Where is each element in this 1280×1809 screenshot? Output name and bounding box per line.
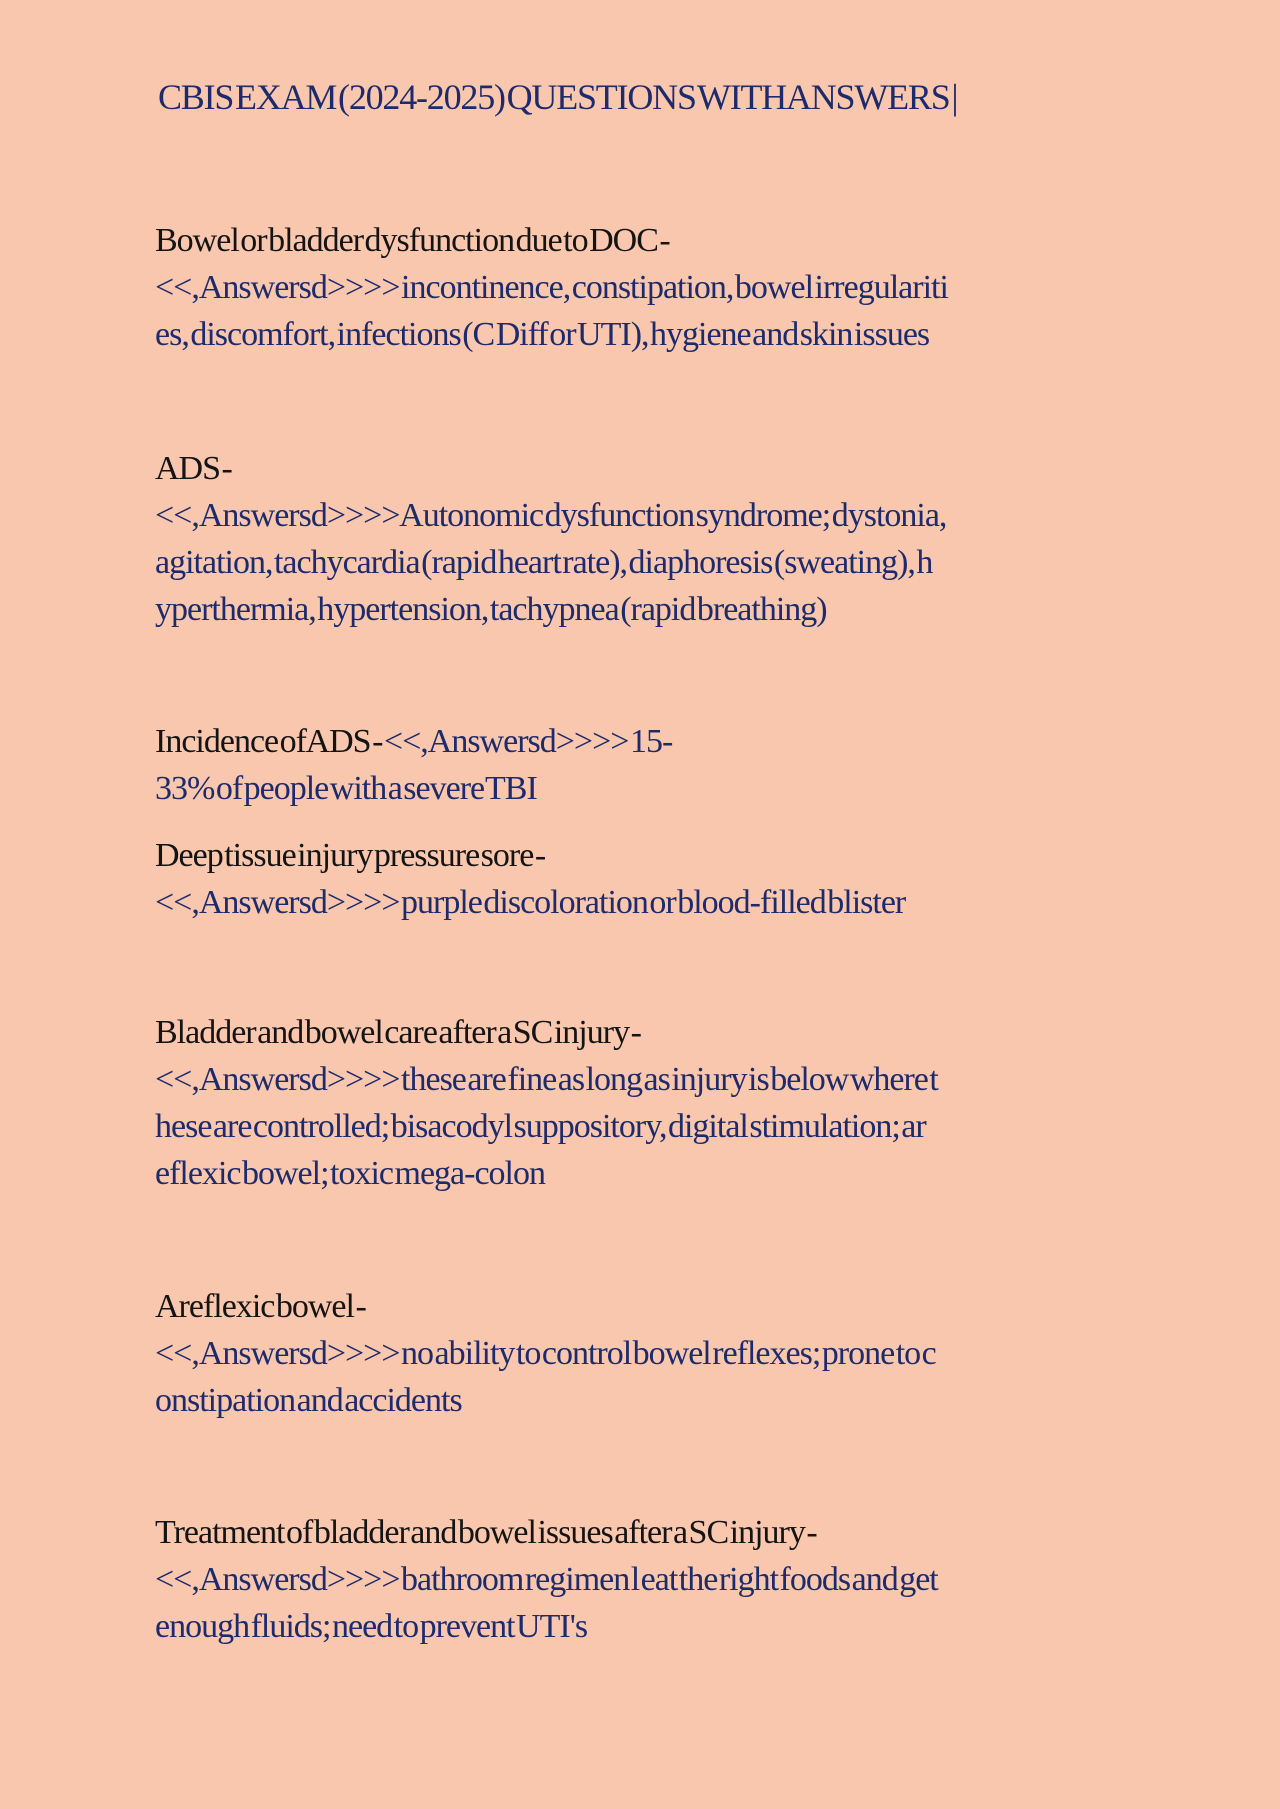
answer-line: <<,Answersd>>>> incontinence, constipation, bowel irregulariti: [155, 269, 948, 306]
answer-line: enough fluids; need to prevent UTI's: [155, 1608, 588, 1645]
qa-item: [155, 445, 1135, 633]
answer-text: [155, 765, 1135, 812]
answer-line: <<,Answersd>>>> Autonomic dysfunction syndrome; dystonia,: [155, 497, 947, 534]
question-text: Treatment of bladder and bowel issues after a SC injury -: [155, 1514, 817, 1551]
answer-text: [155, 1056, 1135, 1197]
answer-text: [155, 492, 1135, 633]
answer-text: <<,Answersd>>>> 15-: [383, 723, 673, 760]
qa-item: [155, 832, 1135, 926]
question-text: Bladder and bowel care after a SC injury -: [155, 1014, 641, 1051]
answer-text: [155, 1330, 1135, 1424]
answer-line: es, discomfort, infections (C Diff or UTI), hygiene and skin issues: [155, 316, 930, 353]
answer-line: <<,Answersd>>>> these are fine as long as injury is below where t: [155, 1061, 938, 1098]
answer-line: onstipation and accidents: [155, 1382, 462, 1419]
qa-item: [155, 1283, 1135, 1424]
qa-item: [155, 217, 1135, 358]
qa-item: [155, 1509, 1135, 1650]
question-text: Bowel or bladder dysfunction due to DOC -: [155, 222, 670, 259]
answer-line: <<,Answersd>>>> no ability to control bowel reflexes; prone to c: [155, 1335, 936, 1372]
answer-line: eflexic bowel; toxic mega-colon: [155, 1155, 545, 1192]
answer-text: [155, 879, 1135, 926]
answer-text: [155, 1556, 1135, 1650]
qa-item: [155, 718, 1135, 812]
answer-text: [155, 264, 1135, 358]
qa-item: [155, 1009, 1135, 1197]
question-text: Incidence of ADS -: [155, 723, 384, 760]
answer-line: yperthermia, hypertension, tachypnea (rapid breathing): [155, 591, 827, 628]
answer-line: 33% of people with a severe TBI: [155, 770, 537, 807]
question-text: Deep tissue injury pressure sore -: [155, 837, 546, 874]
answer-line: agitation, tachycardia (rapid heart rate), diaphoresis (sweating), h: [155, 544, 933, 581]
answer-line: <<,Answersd>>>> bathroom regimen l eat the right foods and get: [155, 1561, 938, 1598]
document-title: CBIS EXAM (2024-2025) QUESTIONS WITH ANSWERS |: [158, 77, 958, 117]
question-text: ADS -: [155, 450, 232, 487]
answer-line: hese are controlled; bisacodyl suppository, digital stimulation; ar: [155, 1108, 926, 1145]
answer-line: <<,Answersd>>>> purple discoloration or blood-filled blister: [155, 884, 906, 921]
question-text: Areflexic bowel -: [155, 1288, 366, 1325]
